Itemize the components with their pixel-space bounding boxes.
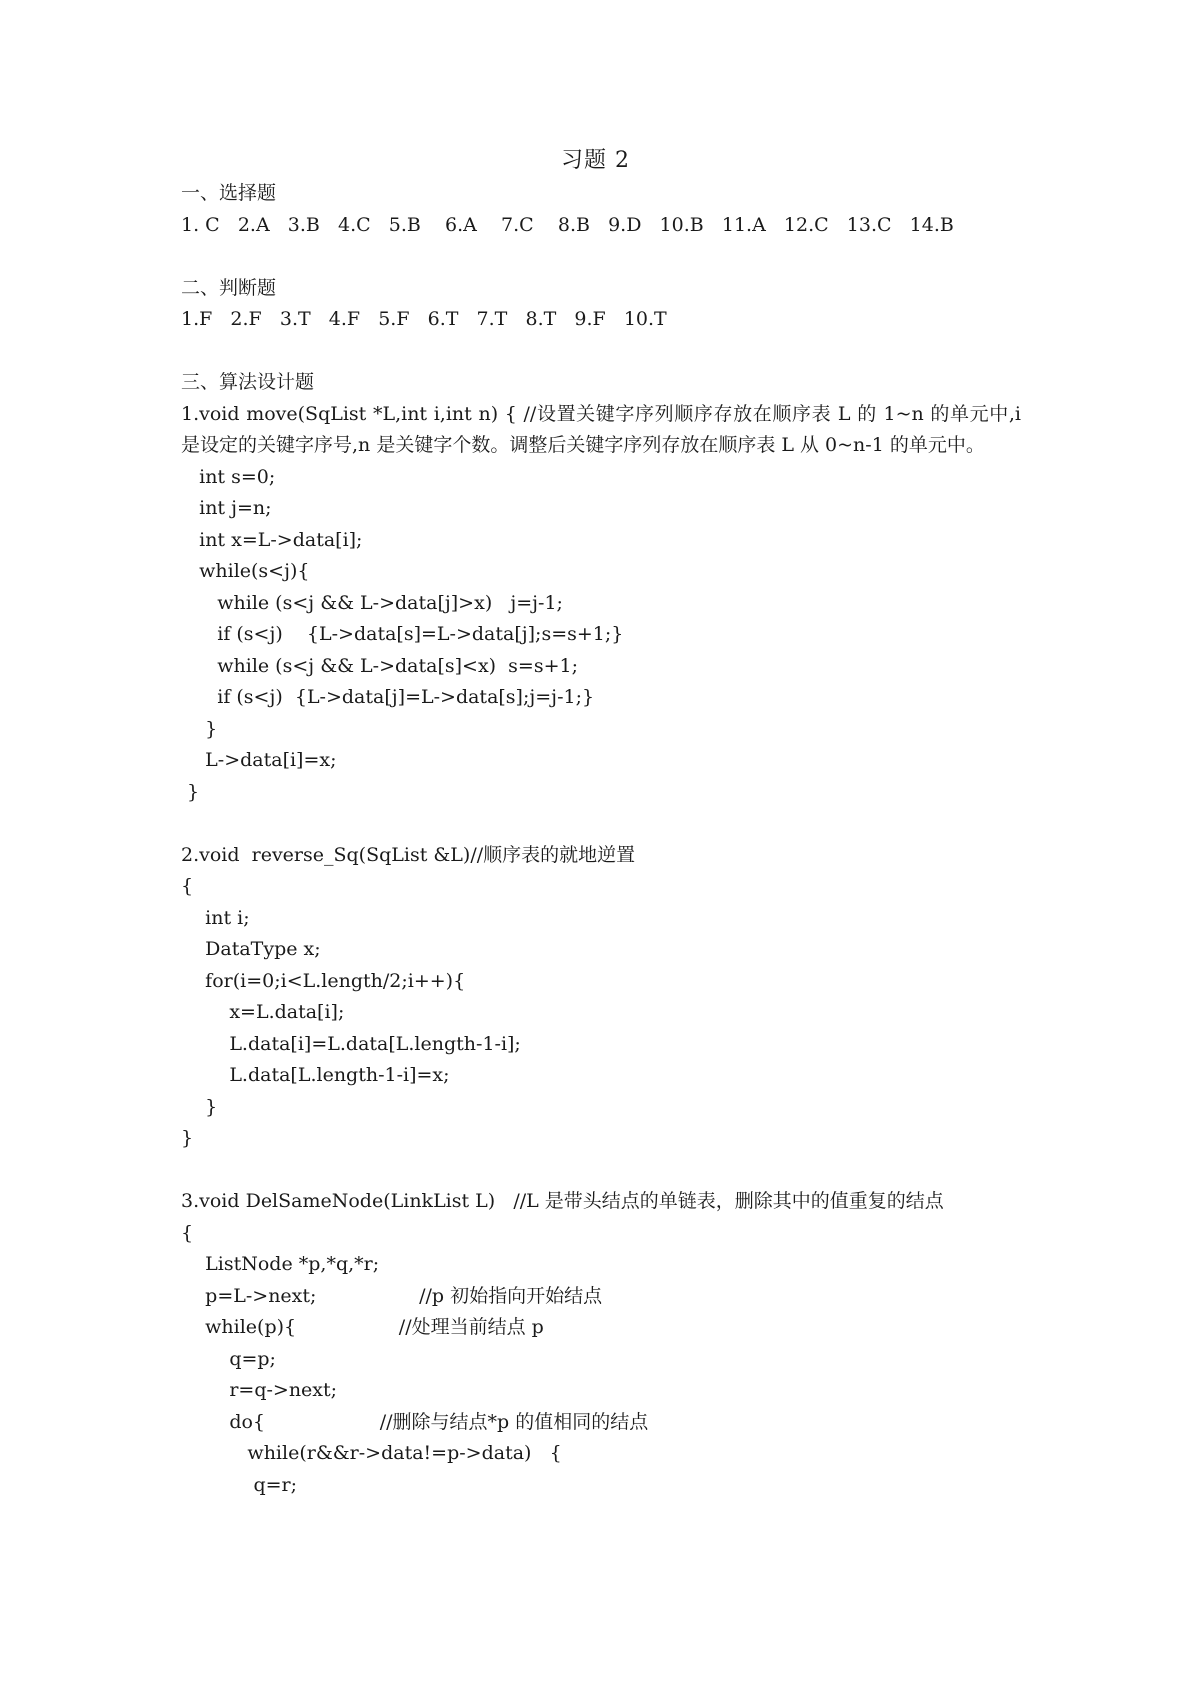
- page-title: 习题 2: [561, 148, 630, 173]
- q1-code-block: [181, 462, 1021, 809]
- spacer: [181, 808, 1021, 840]
- code-line: while(r&&r->data!=p->data) {: [181, 1442, 562, 1464]
- code-line: }: [181, 780, 200, 803]
- judge-answers: 1.F 2.F 3.T 4.F 5.F 6.T 7.T 8.T 9.F 10.T: [181, 308, 667, 330]
- code-line: p=L->next; //p 初始指向开始结点: [181, 1284, 603, 1307]
- section-heading-algorithm: 三、算法设计题: [181, 371, 315, 393]
- code-line: DataType x;: [181, 938, 321, 960]
- code-line: L.data[L.length-1-i]=x;: [181, 1064, 450, 1086]
- q3-code-block: [181, 1186, 1021, 1501]
- code-line: ListNode *p,*q,*r;: [181, 1253, 380, 1275]
- code-line: while(s<j){: [181, 560, 310, 582]
- code-line: q=r;: [181, 1473, 298, 1496]
- q2-code-block: [181, 840, 1021, 1155]
- section-heading-judge: 二、判断题: [181, 276, 277, 299]
- code-line: while(p){ //处理当前结点 p: [181, 1316, 544, 1338]
- code-line: }: [181, 717, 218, 740]
- code-line: r=q->next;: [181, 1379, 338, 1401]
- spacer: [181, 241, 1021, 273]
- code-line: {: [181, 875, 194, 897]
- code-line: L.data[i]=L.data[L.length-1-i];: [181, 1032, 521, 1055]
- code-line: if (s<j) {L->data[s]=L->data[j];s=s+1;}: [181, 623, 624, 645]
- code-line: 3.void DelSameNode(LinkList L) //L 是带头结点的单链表，删除其中的值重复的结点: [181, 1190, 944, 1212]
- section-heading-choice: 一、选择题: [181, 182, 277, 204]
- code-line: int i;: [181, 906, 250, 929]
- spacer: [181, 1155, 1021, 1187]
- code-line: while (s<j && L->data[j]>x) j=j-1;: [181, 591, 563, 614]
- code-line: while (s<j && L->data[s]<x) s=s+1;: [181, 654, 578, 677]
- choice-answers: 1. C 2.A 3.B 4.C 5.B 6.A 7.C 8.B 9.D 10.B 11.A 12.C 13.C 14.B: [181, 213, 954, 236]
- spacer: [181, 336, 1021, 368]
- code-line: 2.void reverse_Sq(SqList &L)//顺序表的就地逆置: [181, 843, 636, 866]
- document-body: [181, 178, 1021, 1501]
- code-line: }: [181, 1095, 218, 1118]
- code-line: int s=0;: [181, 465, 276, 488]
- q1-intro: 1.void move(SqList *L,int i,int n) { //设置关键字序列顺序存放在顺序表 L 的 1~n 的单元中,i 是设定的关键字序号,n 是关键字个数。调整后关键字序列存放在顺序表 L 从 0~n-1 的单元中。: [181, 402, 1021, 456]
- code-line: x=L.data[i];: [181, 1001, 345, 1023]
- code-line: do{ //删除与结点*p 的值相同的结点: [181, 1410, 649, 1433]
- code-line: int x=L->data[i];: [181, 528, 363, 551]
- code-line: for(i=0;i<L.length/2;i++){: [181, 969, 466, 992]
- code-line: L->data[i]=x;: [181, 749, 337, 771]
- code-line: if (s<j) {L->data[j]=L->data[s];j=j-1;}: [181, 686, 595, 708]
- code-line: int j=n;: [181, 497, 272, 519]
- code-line: {: [181, 1221, 194, 1244]
- code-line: q=p;: [181, 1347, 276, 1370]
- code-line: }: [181, 1127, 194, 1149]
